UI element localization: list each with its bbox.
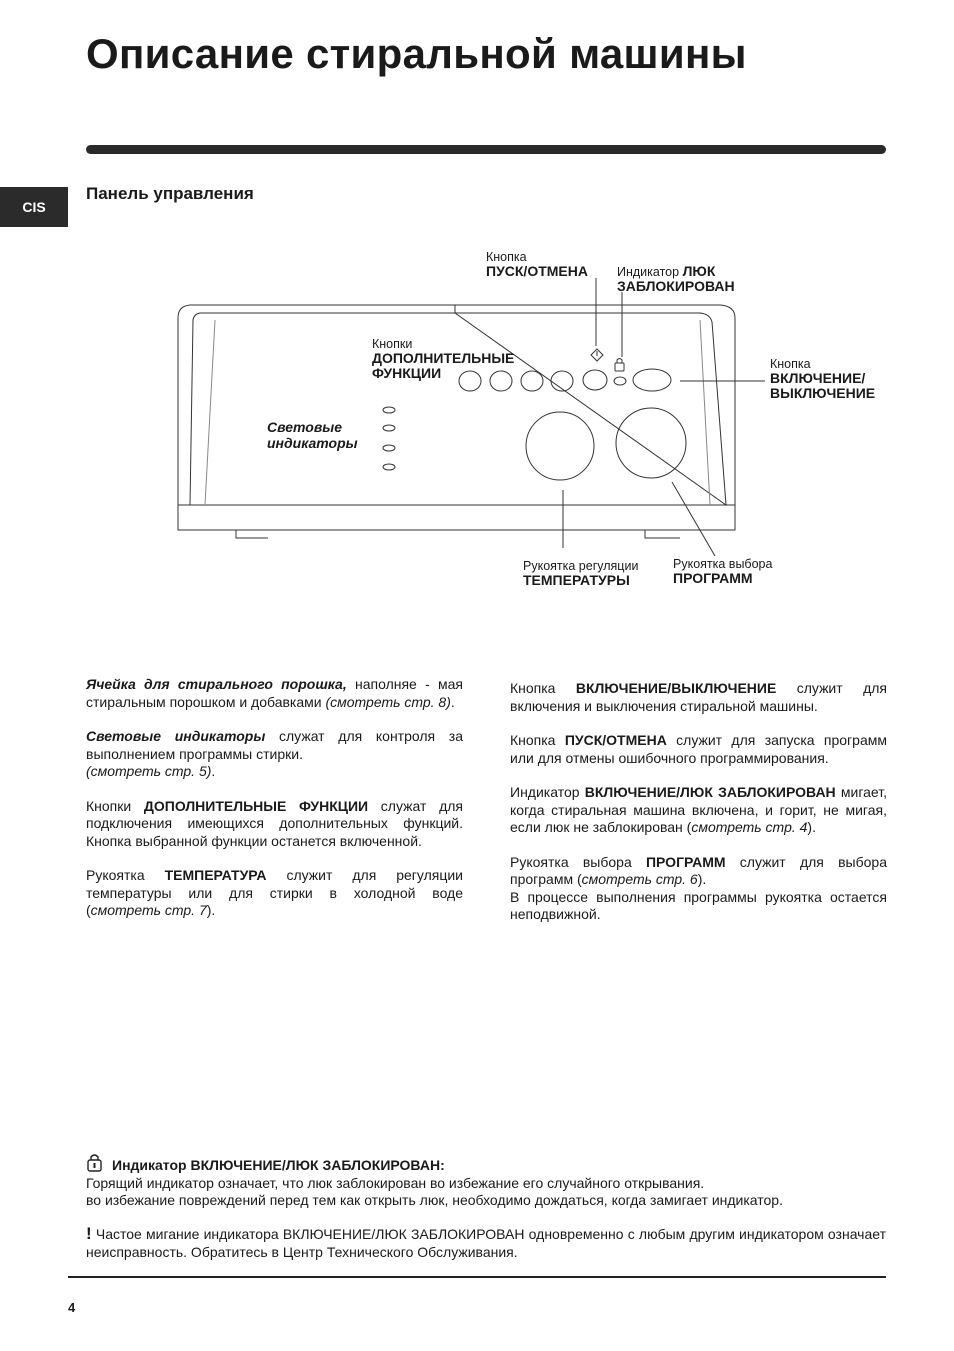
- section-title: Панель управления: [86, 184, 254, 203]
- warning-note: ! Частое мигание индикатора ВКЛЮЧЕНИЕ/ЛЮК ЗАБЛОКИРОВАН одновременно с любым другим индикатором означает неисправность. Обратитесь в Центр Технического Обслуживания.: [86, 1224, 886, 1260]
- detergent-paragraph: Ячейка для стирального порошка, наполняе - мая стиральным порошком и добавками (смотреть стр. 8).: [86, 676, 463, 710]
- start-paragraph: Кнопка ПУСК/ОТМЕНА служит для запуска программ или для отмены ошибочного программирования.: [510, 732, 887, 766]
- program-knob: [616, 408, 686, 478]
- option-button: [521, 371, 543, 391]
- power-paragraph: Кнопка ВКЛЮЧЕНИЕ/ВЫКЛЮЧЕНИЕ служит для включения и выключения стиральной машины.: [510, 680, 887, 714]
- lock-note: Индикатор ВКЛЮЧЕНИЕ/ЛЮК ЗАБЛОКИРОВАН: Горящий индикатор означает, что люк заблокирован во избежание его случайного открывания. во избежание повреждений перед тем как открыть люк, необходимо дождаться, когда замигает индикатор.: [86, 1153, 886, 1210]
- lock-icon: [86, 1153, 104, 1173]
- light-indicator: [383, 425, 395, 431]
- left-column: [86, 676, 463, 937]
- control-panel-diagram: [0, 0, 954, 620]
- warning-icon: !: [86, 1224, 92, 1243]
- lock-indicator: [614, 377, 626, 385]
- lights-label: Световые индикаторы: [267, 419, 358, 451]
- language-tab: CIS: [0, 187, 68, 227]
- lights-paragraph: Световые индикаторы служат для контроля за выполнением программы стирки. (смотреть стр. 5).: [86, 728, 464, 779]
- page-title: Описание стиральной машины: [86, 30, 747, 77]
- option-button: [551, 371, 573, 391]
- lock-icon: [615, 359, 624, 372]
- program-label: Рукоятка выбора ПРОГРАММ: [673, 557, 773, 586]
- panel-inner-face: [190, 305, 726, 505]
- temperature-paragraph: Рукоятка ТЕМПЕРАТУРА служит для регуляции температуры или для стирки в холодной воде (смотреть стр. 7).: [86, 867, 463, 918]
- options-label: Кнопки ДОПОЛНИТЕЛЬНЫЕ ФУНКЦИИ: [372, 337, 515, 381]
- power-button: [633, 369, 671, 391]
- temperature-knob: [526, 412, 594, 480]
- start-button: [583, 370, 607, 390]
- lock-paragraph: Индикатор ВКЛЮЧЕНИЕ/ЛЮК ЗАБЛОКИРОВАН мигает, когда стиральная машина включена, и горит, не мигая, если люк не заблокирован (смотреть стр. 4).: [510, 784, 887, 835]
- right-column: [510, 680, 887, 941]
- start-label: Кнопка ПУСК/ОТМЕНА: [486, 250, 588, 279]
- options-paragraph: Кнопки ДОПОЛНИТЕЛЬНЫЕ ФУНКЦИИ служат для подключения имеющихся дополнительных функций. Кнопка выбранной функции останется включенной.: [86, 797, 463, 849]
- page-number: 4: [68, 1300, 76, 1315]
- temperature-label: Рукоятка регуляции ТЕМПЕРАТУРЫ: [523, 559, 639, 588]
- light-indicator: [383, 445, 395, 451]
- program-paragraph: Рукоятка выбора ПРОГРАММ служит для выбора программ (смотреть стр. 6). В процессе выполнения программы рукоятка остается неподвижной.: [510, 853, 887, 922]
- footer-rule: [68, 1276, 886, 1278]
- light-indicator: [383, 464, 395, 470]
- light-indicator: [383, 407, 395, 413]
- lock-label: Индикатор ЛЮК ЗАБЛОКИРОВАН: [617, 263, 735, 294]
- power-label: Кнопка ВКЛЮЧЕНИЕ/ ВЫКЛЮЧЕНИЕ: [770, 357, 876, 401]
